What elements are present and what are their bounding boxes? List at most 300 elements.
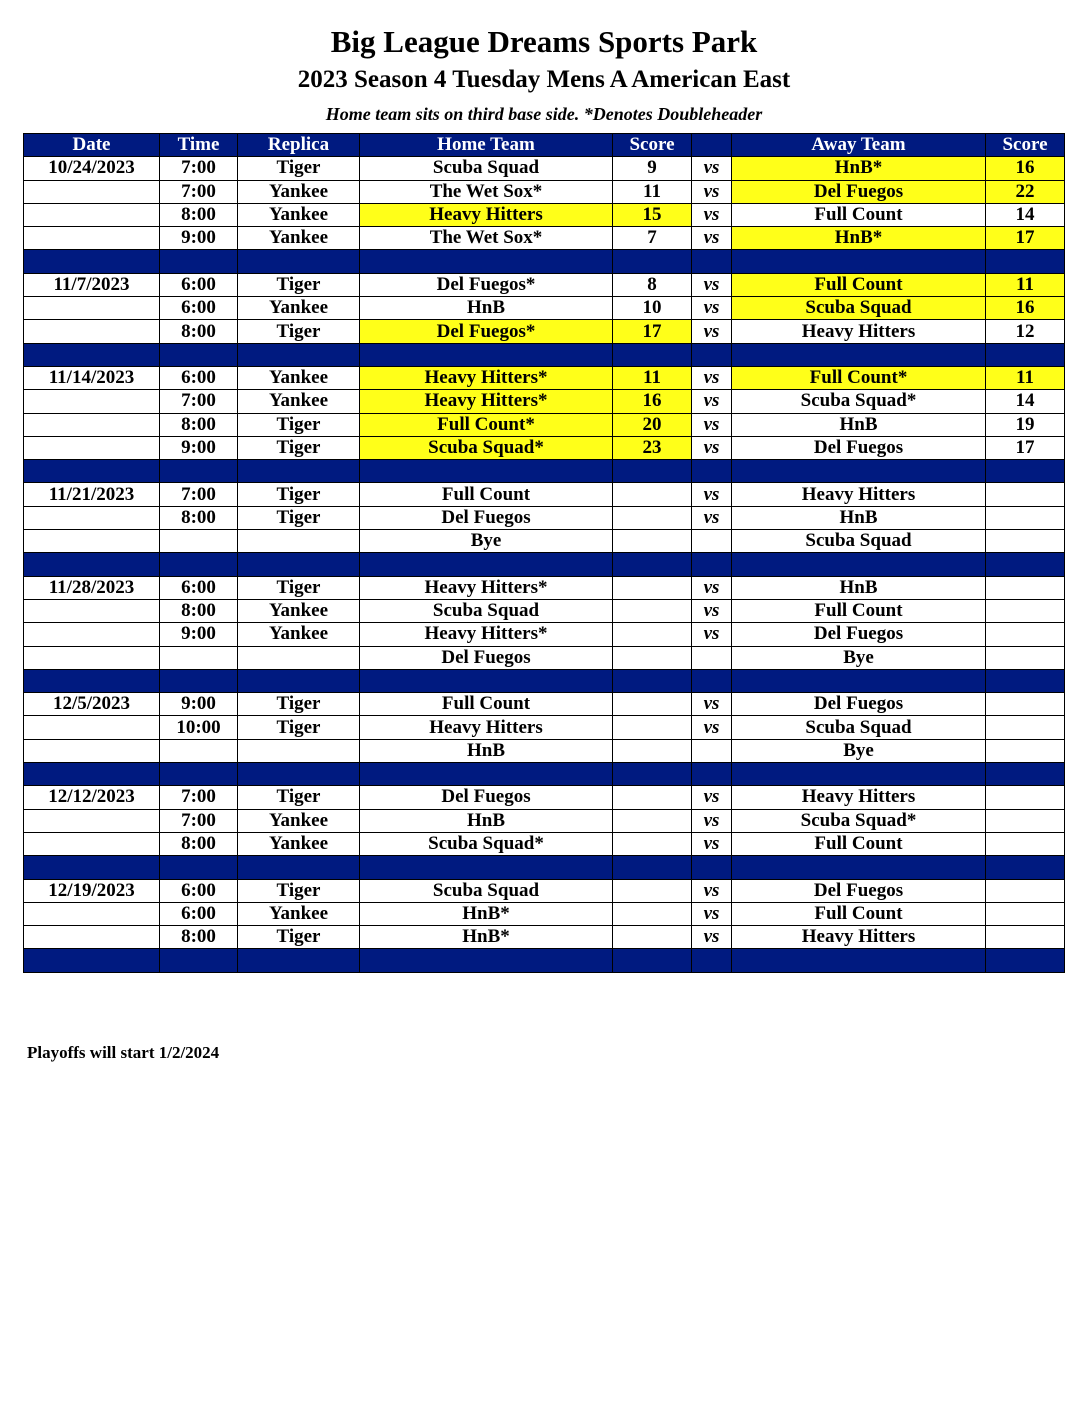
separator-cell bbox=[24, 460, 160, 483]
time-cell: 7:00 bbox=[160, 390, 238, 413]
separator-cell bbox=[692, 763, 732, 786]
separator-cell bbox=[613, 553, 692, 576]
time-cell: 7:00 bbox=[160, 483, 238, 506]
away-score-cell: 14 bbox=[986, 390, 1065, 413]
date-cell bbox=[24, 716, 160, 739]
away-score-cell bbox=[986, 902, 1065, 925]
away-score-cell: 16 bbox=[986, 297, 1065, 320]
game-row bbox=[24, 832, 1065, 855]
separator-cell bbox=[238, 343, 360, 366]
game-row bbox=[24, 203, 1065, 226]
separator-cell bbox=[732, 460, 986, 483]
away-team-cell: Heavy Hitters bbox=[732, 926, 986, 949]
vs-cell: vs bbox=[692, 832, 732, 855]
game-row bbox=[24, 599, 1065, 622]
separator-cell bbox=[613, 856, 692, 879]
separator-cell bbox=[24, 250, 160, 273]
home-team-cell: Full Count bbox=[360, 693, 613, 716]
home-team-cell: Heavy Hitters* bbox=[360, 576, 613, 599]
separator-cell bbox=[986, 250, 1065, 273]
away-team-cell: Del Fuegos bbox=[732, 693, 986, 716]
home-team-cell: Del Fuegos* bbox=[360, 320, 613, 343]
vs-cell bbox=[692, 646, 732, 669]
date-cell: 10/24/2023 bbox=[24, 157, 160, 180]
col-header-time: Time bbox=[160, 134, 238, 157]
replica-cell bbox=[238, 739, 360, 762]
game-row bbox=[24, 297, 1065, 320]
home-team-cell: Heavy Hitters bbox=[360, 203, 613, 226]
separator-cell bbox=[613, 763, 692, 786]
separator-cell bbox=[692, 856, 732, 879]
page-title: Big League Dreams Sports Park bbox=[330, 24, 758, 59]
week-separator-row bbox=[24, 343, 1065, 366]
replica-cell: Yankee bbox=[238, 227, 360, 250]
week-separator-row bbox=[24, 250, 1065, 273]
date-cell bbox=[24, 809, 160, 832]
vs-cell: vs bbox=[692, 320, 732, 343]
time-cell: 6:00 bbox=[160, 576, 238, 599]
home-team-cell: Bye bbox=[360, 530, 613, 553]
time-cell: 6:00 bbox=[160, 366, 238, 389]
game-row bbox=[24, 739, 1065, 762]
separator-cell bbox=[692, 460, 732, 483]
away-score-cell: 16 bbox=[986, 157, 1065, 180]
game-row bbox=[24, 646, 1065, 669]
separator-cell bbox=[692, 343, 732, 366]
game-row bbox=[24, 180, 1065, 203]
away-score-cell bbox=[986, 926, 1065, 949]
separator-cell bbox=[238, 949, 360, 972]
home-score-cell bbox=[613, 902, 692, 925]
week-separator-row bbox=[24, 763, 1065, 786]
game-row bbox=[24, 623, 1065, 646]
away-team-cell: Scuba Squad bbox=[732, 297, 986, 320]
home-team-cell: Full Count bbox=[360, 483, 613, 506]
home-score-cell: 7 bbox=[613, 227, 692, 250]
replica-cell: Yankee bbox=[238, 809, 360, 832]
replica-cell: Tiger bbox=[238, 576, 360, 599]
time-cell: 7:00 bbox=[160, 809, 238, 832]
home-score-cell: 23 bbox=[613, 436, 692, 459]
vs-cell: vs bbox=[692, 902, 732, 925]
game-row bbox=[24, 786, 1065, 809]
away-team-cell: Bye bbox=[732, 739, 986, 762]
home-score-cell: 20 bbox=[613, 413, 692, 436]
vs-cell: vs bbox=[692, 693, 732, 716]
away-score-cell bbox=[986, 693, 1065, 716]
replica-cell: Tiger bbox=[238, 273, 360, 296]
separator-cell bbox=[24, 949, 160, 972]
week-separator-row bbox=[24, 856, 1065, 879]
game-row bbox=[24, 366, 1065, 389]
time-cell: 6:00 bbox=[160, 273, 238, 296]
separator-cell bbox=[360, 856, 613, 879]
time-cell bbox=[160, 739, 238, 762]
away-team-cell: Heavy Hitters bbox=[732, 483, 986, 506]
separator-cell bbox=[692, 669, 732, 692]
replica-cell: Yankee bbox=[238, 180, 360, 203]
home-score-cell: 16 bbox=[613, 390, 692, 413]
game-row bbox=[24, 693, 1065, 716]
separator-cell bbox=[986, 460, 1065, 483]
replica-cell: Yankee bbox=[238, 390, 360, 413]
home-score-cell bbox=[613, 506, 692, 529]
date-cell bbox=[24, 413, 160, 436]
date-cell bbox=[24, 180, 160, 203]
date-cell bbox=[24, 297, 160, 320]
away-team-cell: Heavy Hitters bbox=[732, 320, 986, 343]
separator-cell bbox=[613, 460, 692, 483]
home-score-cell bbox=[613, 739, 692, 762]
date-cell bbox=[24, 506, 160, 529]
separator-cell bbox=[238, 553, 360, 576]
game-row bbox=[24, 716, 1065, 739]
schedule-body bbox=[24, 157, 1065, 972]
vs-cell: vs bbox=[692, 809, 732, 832]
replica-cell: Tiger bbox=[238, 506, 360, 529]
game-row bbox=[24, 902, 1065, 925]
game-row bbox=[24, 157, 1065, 180]
home-score-cell: 10 bbox=[613, 297, 692, 320]
separator-cell bbox=[24, 763, 160, 786]
separator-cell bbox=[986, 949, 1065, 972]
home-score-cell bbox=[613, 693, 692, 716]
home-team-cell: Del Fuegos bbox=[360, 646, 613, 669]
away-score-cell bbox=[986, 623, 1065, 646]
home-score-cell bbox=[613, 926, 692, 949]
home-team-cell: Heavy Hitters* bbox=[360, 366, 613, 389]
date-cell bbox=[24, 623, 160, 646]
date-cell bbox=[24, 436, 160, 459]
game-row bbox=[24, 320, 1065, 343]
home-score-cell bbox=[613, 623, 692, 646]
home-score-cell bbox=[613, 809, 692, 832]
date-cell bbox=[24, 390, 160, 413]
away-team-cell: Del Fuegos bbox=[732, 180, 986, 203]
vs-cell: vs bbox=[692, 483, 732, 506]
home-score-cell: 11 bbox=[613, 180, 692, 203]
separator-cell bbox=[360, 763, 613, 786]
separator-cell bbox=[238, 460, 360, 483]
date-cell: 12/12/2023 bbox=[24, 786, 160, 809]
separator-cell bbox=[360, 553, 613, 576]
vs-cell: vs bbox=[692, 716, 732, 739]
vs-cell: vs bbox=[692, 227, 732, 250]
away-score-cell bbox=[986, 879, 1065, 902]
game-row bbox=[24, 483, 1065, 506]
vs-cell: vs bbox=[692, 506, 732, 529]
separator-cell bbox=[160, 763, 238, 786]
home-team-cell: HnB bbox=[360, 739, 613, 762]
replica-cell: Tiger bbox=[238, 879, 360, 902]
vs-cell: vs bbox=[692, 576, 732, 599]
separator-cell bbox=[986, 763, 1065, 786]
away-team-cell: HnB bbox=[732, 413, 986, 436]
separator-cell bbox=[360, 460, 613, 483]
separator-cell bbox=[732, 763, 986, 786]
separator-cell bbox=[613, 250, 692, 273]
replica-cell bbox=[238, 646, 360, 669]
away-score-cell: 11 bbox=[986, 366, 1065, 389]
away-team-cell: Scuba Squad* bbox=[732, 809, 986, 832]
home-score-cell bbox=[613, 576, 692, 599]
vs-cell: vs bbox=[692, 203, 732, 226]
replica-cell: Tiger bbox=[238, 926, 360, 949]
separator-cell bbox=[613, 949, 692, 972]
away-score-cell bbox=[986, 832, 1065, 855]
replica-cell: Tiger bbox=[238, 716, 360, 739]
home-score-cell bbox=[613, 646, 692, 669]
date-cell bbox=[24, 926, 160, 949]
separator-cell bbox=[160, 343, 238, 366]
vs-cell bbox=[692, 739, 732, 762]
away-team-cell: Del Fuegos bbox=[732, 623, 986, 646]
separator-cell bbox=[24, 669, 160, 692]
home-team-cell: The Wet Sox* bbox=[360, 227, 613, 250]
separator-cell bbox=[160, 669, 238, 692]
away-team-cell: HnB bbox=[732, 506, 986, 529]
date-cell bbox=[24, 739, 160, 762]
date-cell bbox=[24, 832, 160, 855]
page-subtitle: 2023 Season 4 Tuesday Mens A American East bbox=[297, 66, 791, 93]
col-header-replica: Replica bbox=[238, 134, 360, 157]
game-row bbox=[24, 413, 1065, 436]
separator-cell bbox=[160, 856, 238, 879]
separator-cell bbox=[24, 343, 160, 366]
time-cell: 8:00 bbox=[160, 599, 238, 622]
separator-cell bbox=[692, 949, 732, 972]
time-cell: 9:00 bbox=[160, 693, 238, 716]
time-cell: 9:00 bbox=[160, 623, 238, 646]
home-team-cell: Scuba Squad bbox=[360, 879, 613, 902]
home-score-cell bbox=[613, 786, 692, 809]
replica-cell: Tiger bbox=[238, 786, 360, 809]
replica-cell: Tiger bbox=[238, 436, 360, 459]
home-team-cell: The Wet Sox* bbox=[360, 180, 613, 203]
away-score-cell: 14 bbox=[986, 203, 1065, 226]
home-team-cell: Scuba Squad* bbox=[360, 832, 613, 855]
game-row bbox=[24, 576, 1065, 599]
home-team-cell: Full Count* bbox=[360, 413, 613, 436]
away-team-cell: Scuba Squad bbox=[732, 530, 986, 553]
separator-cell bbox=[986, 856, 1065, 879]
away-score-cell bbox=[986, 506, 1065, 529]
game-row bbox=[24, 809, 1065, 832]
date-cell: 11/14/2023 bbox=[24, 366, 160, 389]
replica-cell: Tiger bbox=[238, 693, 360, 716]
vs-cell: vs bbox=[692, 926, 732, 949]
home-score-cell: 8 bbox=[613, 273, 692, 296]
replica-cell bbox=[238, 530, 360, 553]
home-team-cell: Del Fuegos bbox=[360, 506, 613, 529]
away-team-cell: Scuba Squad bbox=[732, 716, 986, 739]
replica-cell: Tiger bbox=[238, 413, 360, 436]
away-team-cell: Scuba Squad* bbox=[732, 390, 986, 413]
home-team-cell: Scuba Squad* bbox=[360, 436, 613, 459]
replica-cell: Yankee bbox=[238, 203, 360, 226]
separator-cell bbox=[360, 250, 613, 273]
home-team-cell: HnB* bbox=[360, 926, 613, 949]
separator-cell bbox=[986, 553, 1065, 576]
time-cell: 8:00 bbox=[160, 832, 238, 855]
separator-cell bbox=[160, 250, 238, 273]
schedule-table bbox=[23, 133, 1065, 973]
away-score-cell bbox=[986, 786, 1065, 809]
date-cell bbox=[24, 320, 160, 343]
vs-cell: vs bbox=[692, 366, 732, 389]
separator-cell bbox=[24, 553, 160, 576]
separator-cell bbox=[732, 343, 986, 366]
date-cell bbox=[24, 902, 160, 925]
home-score-cell: 17 bbox=[613, 320, 692, 343]
away-team-cell: HnB bbox=[732, 576, 986, 599]
time-cell: 6:00 bbox=[160, 297, 238, 320]
time-cell: 8:00 bbox=[160, 506, 238, 529]
date-cell: 11/21/2023 bbox=[24, 483, 160, 506]
game-row bbox=[24, 879, 1065, 902]
replica-cell: Yankee bbox=[238, 599, 360, 622]
away-team-cell: Heavy Hitters bbox=[732, 786, 986, 809]
away-score-cell: 17 bbox=[986, 436, 1065, 459]
away-team-cell: Full Count bbox=[732, 902, 986, 925]
replica-cell: Tiger bbox=[238, 483, 360, 506]
away-score-cell bbox=[986, 739, 1065, 762]
game-row bbox=[24, 273, 1065, 296]
away-score-cell bbox=[986, 530, 1065, 553]
away-team-cell: Del Fuegos bbox=[732, 436, 986, 459]
replica-cell: Yankee bbox=[238, 366, 360, 389]
col-header-away-score: Score bbox=[986, 134, 1065, 157]
time-cell: 7:00 bbox=[160, 157, 238, 180]
away-team-cell: Full Count bbox=[732, 203, 986, 226]
vs-cell: vs bbox=[692, 180, 732, 203]
game-row bbox=[24, 227, 1065, 250]
time-cell bbox=[160, 530, 238, 553]
home-score-cell bbox=[613, 530, 692, 553]
separator-cell bbox=[238, 669, 360, 692]
date-cell bbox=[24, 530, 160, 553]
header-row bbox=[24, 134, 1065, 157]
date-cell bbox=[24, 646, 160, 669]
vs-cell: vs bbox=[692, 390, 732, 413]
date-cell bbox=[24, 599, 160, 622]
separator-cell bbox=[986, 343, 1065, 366]
separator-cell bbox=[732, 553, 986, 576]
time-cell: 6:00 bbox=[160, 879, 238, 902]
game-row bbox=[24, 506, 1065, 529]
time-cell: 8:00 bbox=[160, 203, 238, 226]
away-score-cell bbox=[986, 576, 1065, 599]
away-score-cell bbox=[986, 599, 1065, 622]
separator-cell bbox=[732, 856, 986, 879]
away-score-cell: 12 bbox=[986, 320, 1065, 343]
away-score-cell: 17 bbox=[986, 227, 1065, 250]
time-cell: 6:00 bbox=[160, 902, 238, 925]
separator-cell bbox=[238, 856, 360, 879]
home-score-cell bbox=[613, 483, 692, 506]
home-score-cell: 15 bbox=[613, 203, 692, 226]
home-team-cell: Heavy Hitters* bbox=[360, 623, 613, 646]
week-separator-row bbox=[24, 949, 1065, 972]
separator-cell bbox=[692, 553, 732, 576]
separator-cell bbox=[360, 343, 613, 366]
replica-cell: Yankee bbox=[238, 902, 360, 925]
week-separator-row bbox=[24, 553, 1065, 576]
vs-cell: vs bbox=[692, 879, 732, 902]
vs-cell: vs bbox=[692, 623, 732, 646]
game-row bbox=[24, 926, 1065, 949]
away-score-cell bbox=[986, 646, 1065, 669]
replica-cell: Yankee bbox=[238, 297, 360, 320]
away-team-cell: HnB* bbox=[732, 157, 986, 180]
away-team-cell: Full Count bbox=[732, 832, 986, 855]
separator-cell bbox=[360, 669, 613, 692]
time-cell: 7:00 bbox=[160, 786, 238, 809]
home-team-cell: HnB bbox=[360, 297, 613, 320]
away-score-cell bbox=[986, 809, 1065, 832]
playoffs-note: Playoffs will start 1/2/2024 bbox=[27, 1043, 220, 1062]
date-cell bbox=[24, 227, 160, 250]
separator-cell bbox=[732, 949, 986, 972]
vs-cell: vs bbox=[692, 786, 732, 809]
vs-cell bbox=[692, 530, 732, 553]
away-team-cell: Full Count bbox=[732, 599, 986, 622]
home-score-cell bbox=[613, 599, 692, 622]
separator-cell bbox=[160, 460, 238, 483]
separator-cell bbox=[160, 553, 238, 576]
col-header-vs bbox=[692, 134, 732, 157]
separator-cell bbox=[732, 250, 986, 273]
col-header-home-team: Home Team bbox=[360, 134, 613, 157]
col-header-away-team: Away Team bbox=[732, 134, 986, 157]
week-separator-row bbox=[24, 669, 1065, 692]
away-team-cell: Full Count bbox=[732, 273, 986, 296]
away-team-cell: Del Fuegos bbox=[732, 879, 986, 902]
col-header-home-score: Score bbox=[613, 134, 692, 157]
away-score-cell bbox=[986, 483, 1065, 506]
away-team-cell: Bye bbox=[732, 646, 986, 669]
replica-cell: Yankee bbox=[238, 623, 360, 646]
away-score-cell: 19 bbox=[986, 413, 1065, 436]
doubleheader-note: Home team sits on third base side. *Denotes Doubleheader bbox=[325, 104, 763, 124]
time-cell: 9:00 bbox=[160, 227, 238, 250]
col-header-date: Date bbox=[24, 134, 160, 157]
home-score-cell bbox=[613, 716, 692, 739]
date-cell: 11/28/2023 bbox=[24, 576, 160, 599]
away-score-cell: 22 bbox=[986, 180, 1065, 203]
away-score-cell bbox=[986, 716, 1065, 739]
time-cell bbox=[160, 646, 238, 669]
date-cell: 12/19/2023 bbox=[24, 879, 160, 902]
separator-cell bbox=[732, 669, 986, 692]
time-cell: 8:00 bbox=[160, 926, 238, 949]
game-row bbox=[24, 436, 1065, 459]
separator-cell bbox=[24, 856, 160, 879]
home-score-cell: 11 bbox=[613, 366, 692, 389]
vs-cell: vs bbox=[692, 273, 732, 296]
replica-cell: Tiger bbox=[238, 157, 360, 180]
time-cell: 10:00 bbox=[160, 716, 238, 739]
replica-cell: Yankee bbox=[238, 832, 360, 855]
home-team-cell: HnB* bbox=[360, 902, 613, 925]
home-team-cell: Heavy Hitters bbox=[360, 716, 613, 739]
vs-cell: vs bbox=[692, 436, 732, 459]
separator-cell bbox=[692, 250, 732, 273]
game-row bbox=[24, 530, 1065, 553]
home-team-cell: Del Fuegos bbox=[360, 786, 613, 809]
separator-cell bbox=[613, 343, 692, 366]
game-row bbox=[24, 390, 1065, 413]
